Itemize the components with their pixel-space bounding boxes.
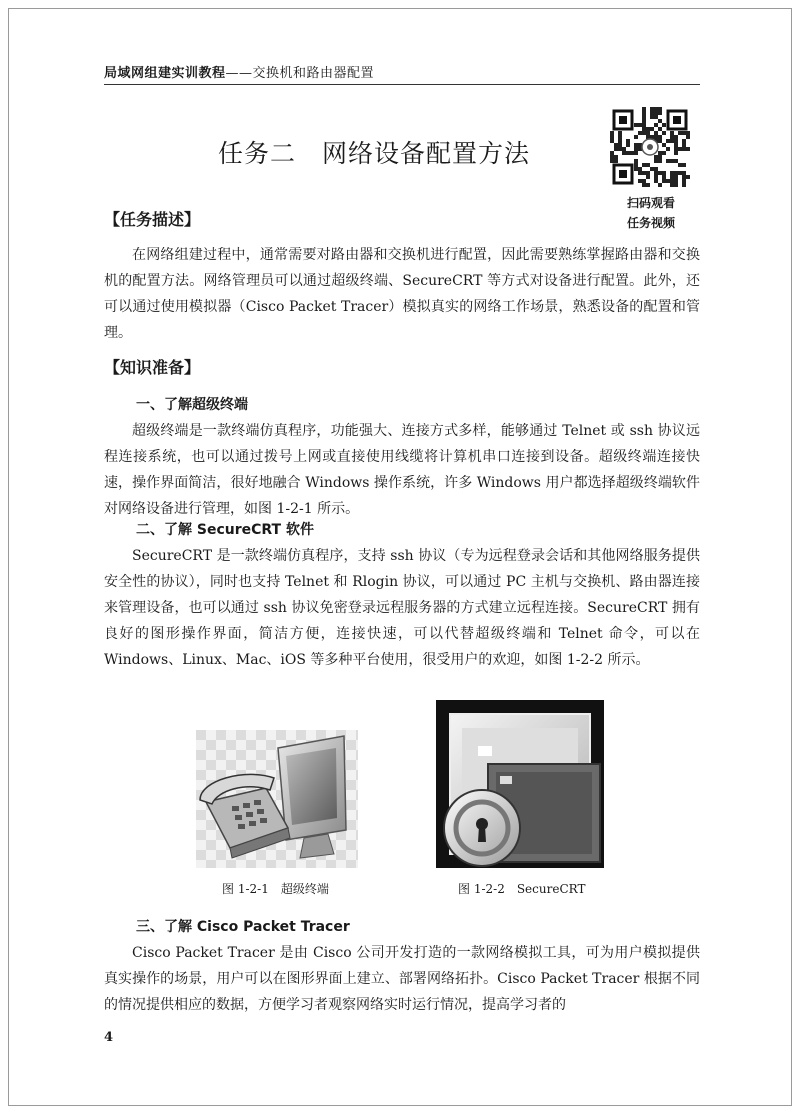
subheading-hyperterminal: 一、了解超级终端	[136, 397, 248, 413]
book-subtitle: ——交换机和路由器配置	[225, 66, 375, 81]
page-number: 4	[104, 1030, 114, 1045]
running-header	[104, 62, 374, 81]
subheading-packet-tracer: 三、了解 Cisco Packet Tracer	[136, 919, 350, 935]
packet-tracer-paragraph: Cisco Packet Tracer 是由 Cisco 公司开发打造的一款网络模拟工具，可为用户模拟提供真实操作的场景，用户可以在图形界面上建立、部署网络拓扑。Cisco Packet Tracer 根据不同的情况提供相应的数据，方便学习者观察网络实时运行情况，提高学习者的	[104, 945, 700, 1013]
qr-caption-line1: 扫码观看	[626, 196, 675, 210]
qr-code-icon[interactable]	[610, 107, 690, 187]
figure-caption-1-2-2: 图 1-2-2 SecureCRT	[458, 882, 586, 896]
task-title: 任务二 网络设备配置方法	[218, 139, 531, 168]
section-heading-knowledge: 【知识准备】	[104, 358, 201, 377]
qr-caption	[608, 193, 694, 233]
securecrt-paragraph: SecureCRT 是一款终端仿真程序，支持 ssh 协议（专为远程登录会话和其他网络服务提供安全性的协议），同时也支持 Telnet 和 Rlogin 协议，可以通过 PC 主机与交换机、路由器连接来管理设备，也可以通过 ssh 协议免密登录远程服务器的方式建立远程连接。SecureCRT 拥有良好的图形操作界面，简洁方便，连接快速，可以代替超级终端和 Telnet 命令，可以在 Windows、Linux、Mac、iOS 等多种平台使用，很受用户的欢迎，如图 1-2-2 所示。	[104, 548, 700, 668]
hyperterminal-figure	[196, 730, 358, 868]
subheading-securecrt: 二、了解 SecureCRT 软件	[136, 522, 314, 538]
section-heading-task-description: 【任务描述】	[104, 210, 201, 229]
task-description-paragraph: 在网络组建过程中，通常需要对路由器和交换机进行配置，因此需要熟练掌握路由器和交换机的配置方法。网络管理员可以通过超级终端、SecureCRT 等方式对设备进行配置。此外，还可以通过使用模拟器（Cisco Packet Tracer）模拟真实的网络工作场景，熟悉设备的配置和管理。	[104, 247, 700, 341]
figure-caption-1-2-1: 图 1-2-1 超级终端	[222, 882, 329, 896]
securecrt-figure	[436, 700, 604, 868]
qr-caption-line2: 任务视频	[626, 216, 675, 230]
book-title: 局域网组建实训教程	[104, 66, 226, 81]
hyperterminal-paragraph: 超级终端是一款终端仿真程序，功能强大、连接方式多样，能够通过 Telnet 或 ssh 协议远程连接系统，也可以通过拨号上网或直接使用线缆将计算机串口连接到设备。超级终端连接快速，操作界面简洁，很好地融合 Windows 操作系统，许多 Windows 用户都选择超级终端软件对网络设备进行管理，如图 1-2-1 所示。	[104, 423, 700, 517]
header-rule	[104, 84, 700, 85]
